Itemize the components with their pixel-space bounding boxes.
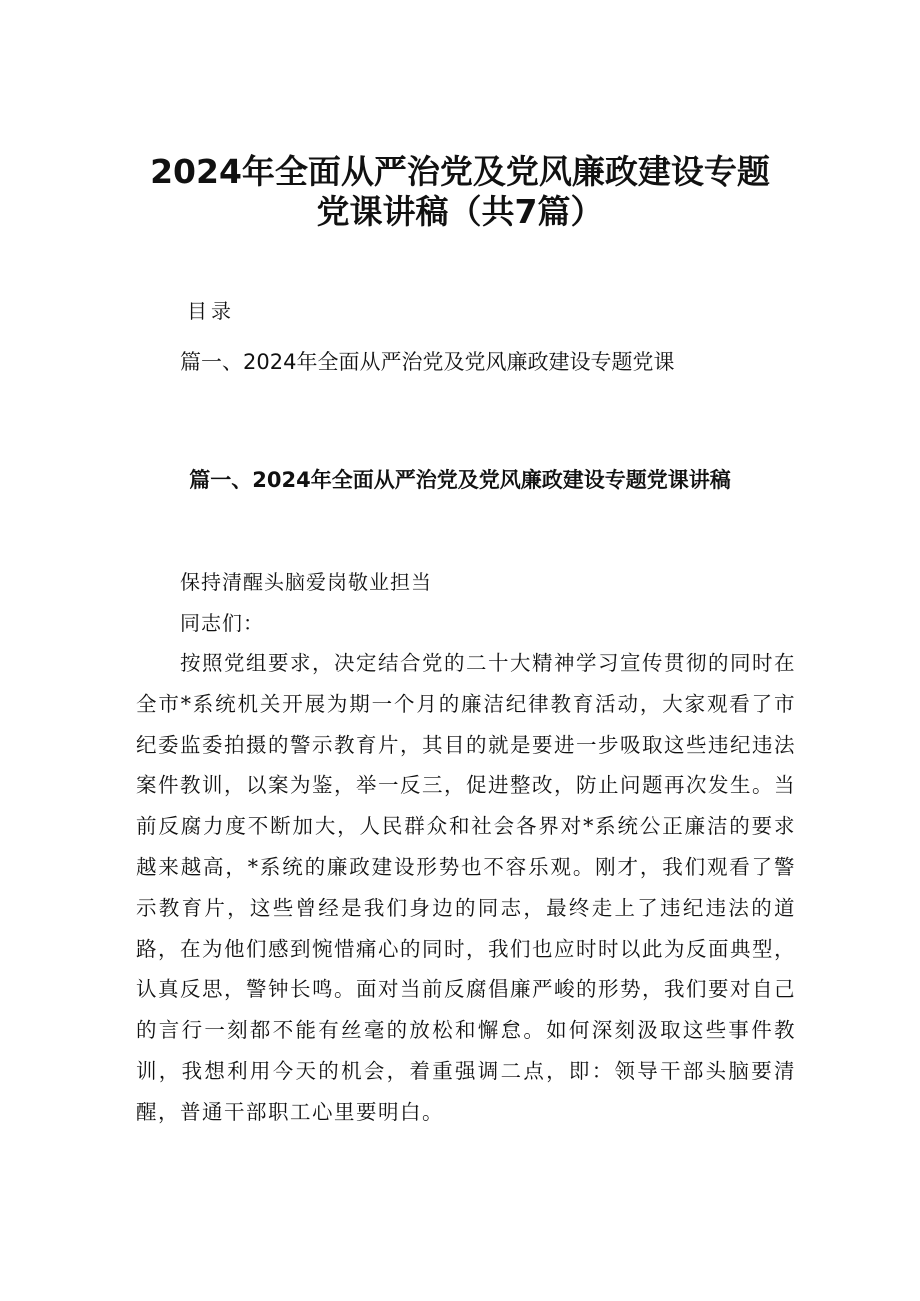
document-title-line-2: 党课讲稿（共7篇） [316, 192, 604, 231]
speech-subtitle: 保持清醒头脑爱岗敬业担当 [180, 570, 432, 594]
table-of-contents-label: 目录 [187, 299, 235, 323]
section-heading: 篇一、2024年全面从严治党及党风廉政建设专题党课讲稿 [189, 468, 731, 492]
salutation: 同志们： [180, 611, 264, 635]
body-paragraph: 按照党组要求，决定结合党的二十大精神学习宣传贯彻的同时在全市*系统机关开展为期一个月的廉洁纪律教育活动，大家观看了市纪委监委拍摄的警示教育片，其目的就是要进一步吸取这些违纪违法案件教训，以案为鉴，举一反三，促进整改，防止问题再次发生。当前反腐力度不断加大，人民群众和社会各界对*系统公正廉洁的要求越来越高，*系统的廉政建设形势也不容乐观。刚才，我们观看了警示教育片，这些曾经是我们身边的同志，最终走上了违纪违法的道路，在为他们感到惋惜痛心的同时，我们也应时时以此为反面典型，认真反思，警钟长鸣。面对当前反腐倡廉严峻的形势，我们要对自己的言行一刻都不能有丝毫的放松和懈怠。如何深刻汲取这些事件教训，我想利用今天的机会，着重强调二点，即：领导干部头脑要清醒，普通干部职工心里要明白。 [136, 651, 796, 1124]
document-title-line-1: 2024年全面从严治党及党风廉政建设专题 [150, 152, 770, 191]
toc-item-1[interactable]: 篇一、2024年全面从严治党及党风廉政建设专题党课 [180, 350, 675, 374]
